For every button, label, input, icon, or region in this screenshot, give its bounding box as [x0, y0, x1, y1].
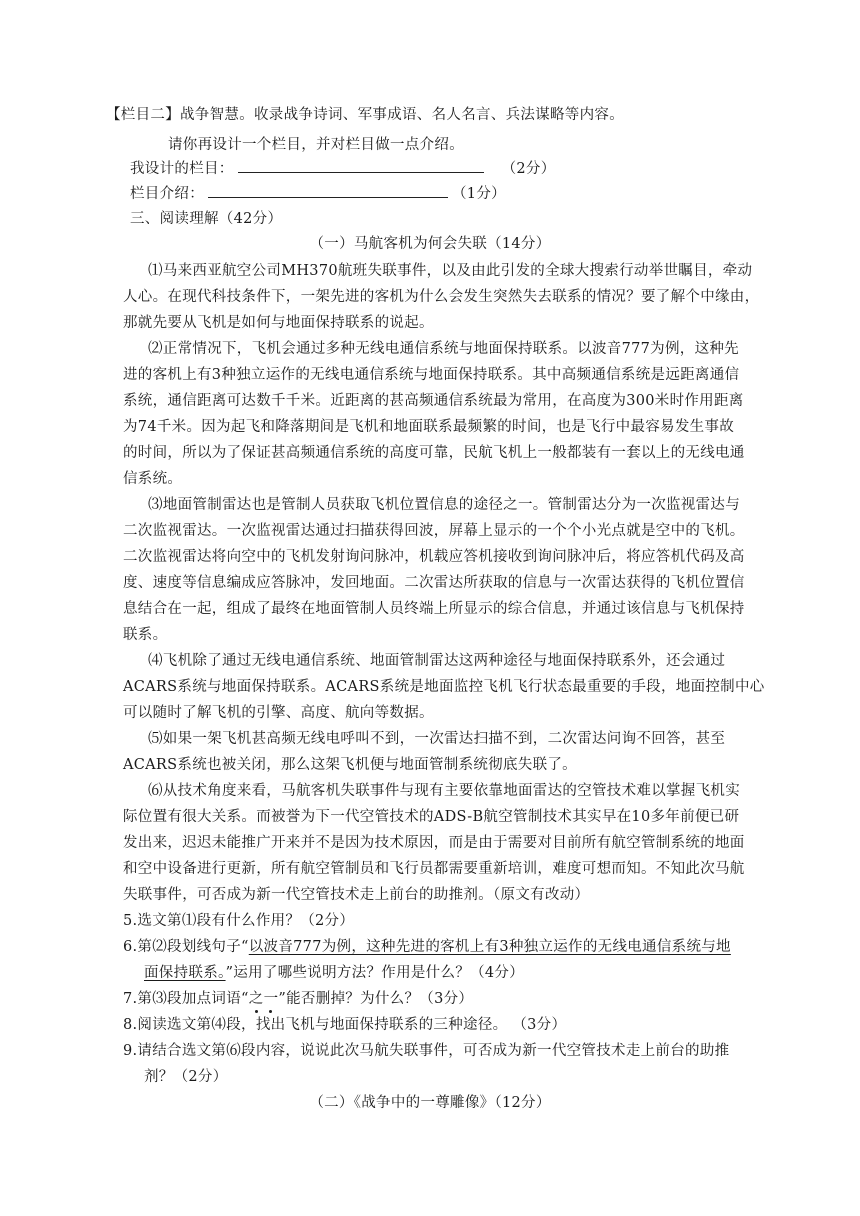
column-intro-label: 栏目介绍：	[130, 186, 204, 202]
p3-line-4: 度、速度等信息编成应答脉冲，发回地面。二次雷达所获取的信息与一次雷达获得的飞机位置信	[123, 575, 745, 591]
p5-line-2: ACARS系统也被关闭，那么这架飞机便与地面管制系统彻底失联了。	[123, 757, 577, 773]
emphasis-dot	[269, 1010, 272, 1013]
column2-text: 战争智慧。收录战争诗词、军事成语、名人名言、兵法谋略等内容。	[180, 107, 624, 123]
column-intro-line	[130, 183, 506, 205]
q6-underlined-sentence-end: 面保持联系。	[144, 965, 226, 981]
p3-line-6: 联系。	[123, 627, 168, 643]
p6-line-5: 失联事件，可否成为新一代空管技术走上前台的助推剂。（原文有改动）	[123, 887, 590, 903]
question-8: 8.阅读选文第⑷段，找出飞机与地面保持联系的三种途径。 （3分）	[123, 1017, 567, 1033]
question-6-line-1	[123, 936, 731, 958]
q7-dotted-char-1	[249, 991, 264, 1007]
q7-word-2: 一	[263, 991, 279, 1007]
question-9-line-2: 剂？（2分）	[144, 1069, 228, 1085]
p3-line-5: 息结合在一起，组成了最终在地面管制人员终端上所显示的综合信息，并通过该信息与飞机保持	[123, 601, 745, 617]
column-intro-answer-blank[interactable]	[208, 183, 448, 198]
question-9-line-1: 9.请结合选文第⑹段内容，说说此次马航失联事件，可否成为新一代空管技术走上前台的助推	[123, 1043, 730, 1059]
p1-line-1: ⑴马来西亚航空公司MH370航班失联事件，以及由此引发的全球大搜索行动举世瞩目，牵动	[148, 263, 753, 279]
p2-line-1: ⑵正常情况下，飞机会通过多种无线电通信系统与地面保持联系。以波音777为例，这种先	[148, 341, 739, 357]
p1-line-3: 那就先要从飞机是如何与地面保持联系的说起。	[123, 315, 434, 331]
q7-dotted-char-2	[264, 991, 279, 1007]
section3-title: 三、阅读理解（42分）	[130, 211, 283, 227]
p2-line-2: 进的客机上有3种独立运作的无线电通信系统与地面保持联系。其中高频通信系统是远距离通信	[123, 367, 740, 383]
emphasis-dot	[255, 1010, 258, 1013]
passage2-title: （二）《战争中的一尊雕像》（12分）	[309, 1095, 551, 1111]
q7-word-1: 之	[248, 991, 264, 1007]
p4-line-3: 可以随时了解飞机的引擎、高度、航向等数据。	[123, 705, 434, 721]
p1-line-2: 人心。在现代科技条件下，一架先进的客机为什么会发生突然失去联系的情况？要了解个中缘由，	[123, 289, 760, 305]
p2-line-5: 的时间，所以为了保证甚高频通信系统的高度可靠，民航飞机上一般都装有一套以上的无线电通	[123, 445, 745, 461]
question-7	[123, 988, 473, 1010]
p6-line-4: 和空中设备进行更新，所有航空管制员和飞行员都需要重新培训，难度可想而知。不知此次马航	[123, 861, 745, 877]
question-5: 5.选文第⑴段有什么作用？（2分）	[123, 913, 355, 929]
design-prompt: 请你再设计一个栏目，并对栏目做一点介绍。	[168, 137, 464, 153]
p2-line-3: 系统，通信距离可达数千千米。近距离的甚高频通信系统最为常用，在高度为300米时作用距离	[123, 393, 744, 409]
p3-line-1: ⑶地面管制雷达也是管制人员获取飞机位置信息的途径之一。管制雷达分为一次监视雷达与	[148, 497, 740, 513]
p3-line-2: 二次监视雷达。一次监视雷达通过扫描获得回波，屏幕上显示的一个个小光点就是空中的飞机。	[123, 523, 745, 539]
q7-suffix: ”能否删掉？为什么？（3分）	[278, 991, 474, 1007]
passage1-title: （一）马航客机为何会失联（14分）	[309, 236, 551, 252]
question-6-line-2	[144, 962, 524, 984]
q7-prefix: 7.第⑶段加点词语“	[123, 991, 249, 1007]
p6-line-3: 发出来，迟迟未能推广开来并不是因为技术原因，而是由于需要对目前所有航空管制系统的地面	[123, 835, 745, 851]
my-column-score: （2分）	[501, 161, 556, 177]
q6-suffix: ”运用了哪些说明方法？作用是什么？（4分）	[225, 965, 524, 981]
my-column-line	[130, 158, 556, 180]
p4-line-1: ⑷飞机除了通过无线电通信系统、地面管制雷达这两种途径与地面保持联系外，还会通过	[148, 653, 726, 669]
my-column-label: 我设计的栏目：	[130, 161, 234, 177]
my-column-answer-blank[interactable]	[238, 158, 484, 173]
p2-line-6: 信系统。	[123, 471, 183, 487]
p5-line-1: ⑸如果一架飞机甚高频无线电呼叫不到，一次雷达扫描不到，二次雷达问询不回答，甚至	[148, 731, 726, 747]
column2-prefix: 【栏目二】	[106, 107, 180, 123]
p3-line-3: 二次监视雷达将向空中的飞机发射询问脉冲，机载应答机接收到询问脉冲后，将应答机代码及高	[123, 549, 745, 565]
p4-line-2: ACARS系统与地面保持联系。ACARS系统是地面监控飞机飞行状态最重要的手段，地面控制中心	[123, 679, 765, 695]
p2-line-4: 为74千米。因为起飞和降落期间是飞机和地面联系最频繁的时间，也是飞行中最容易发生事故	[123, 419, 735, 435]
p6-line-2: 际位置有很大关系。而被誉为下一代空管技术的ADS-B航空管制技术其实早在10多年前便已研	[123, 809, 740, 825]
q6-prefix: 6.第⑵段划线句子“	[123, 939, 249, 955]
column2-line	[106, 104, 624, 126]
column-intro-score: （1分）	[452, 186, 506, 202]
p6-line-1: ⑹从技术角度来看，马航客机失联事件与现有主要依靠地面雷达的空管技术难以掌握飞机实	[148, 783, 740, 799]
q6-underlined-sentence: 以波音777为例，这种先进的客机上有3种独立运作的无线电通信系统与地	[248, 939, 731, 955]
